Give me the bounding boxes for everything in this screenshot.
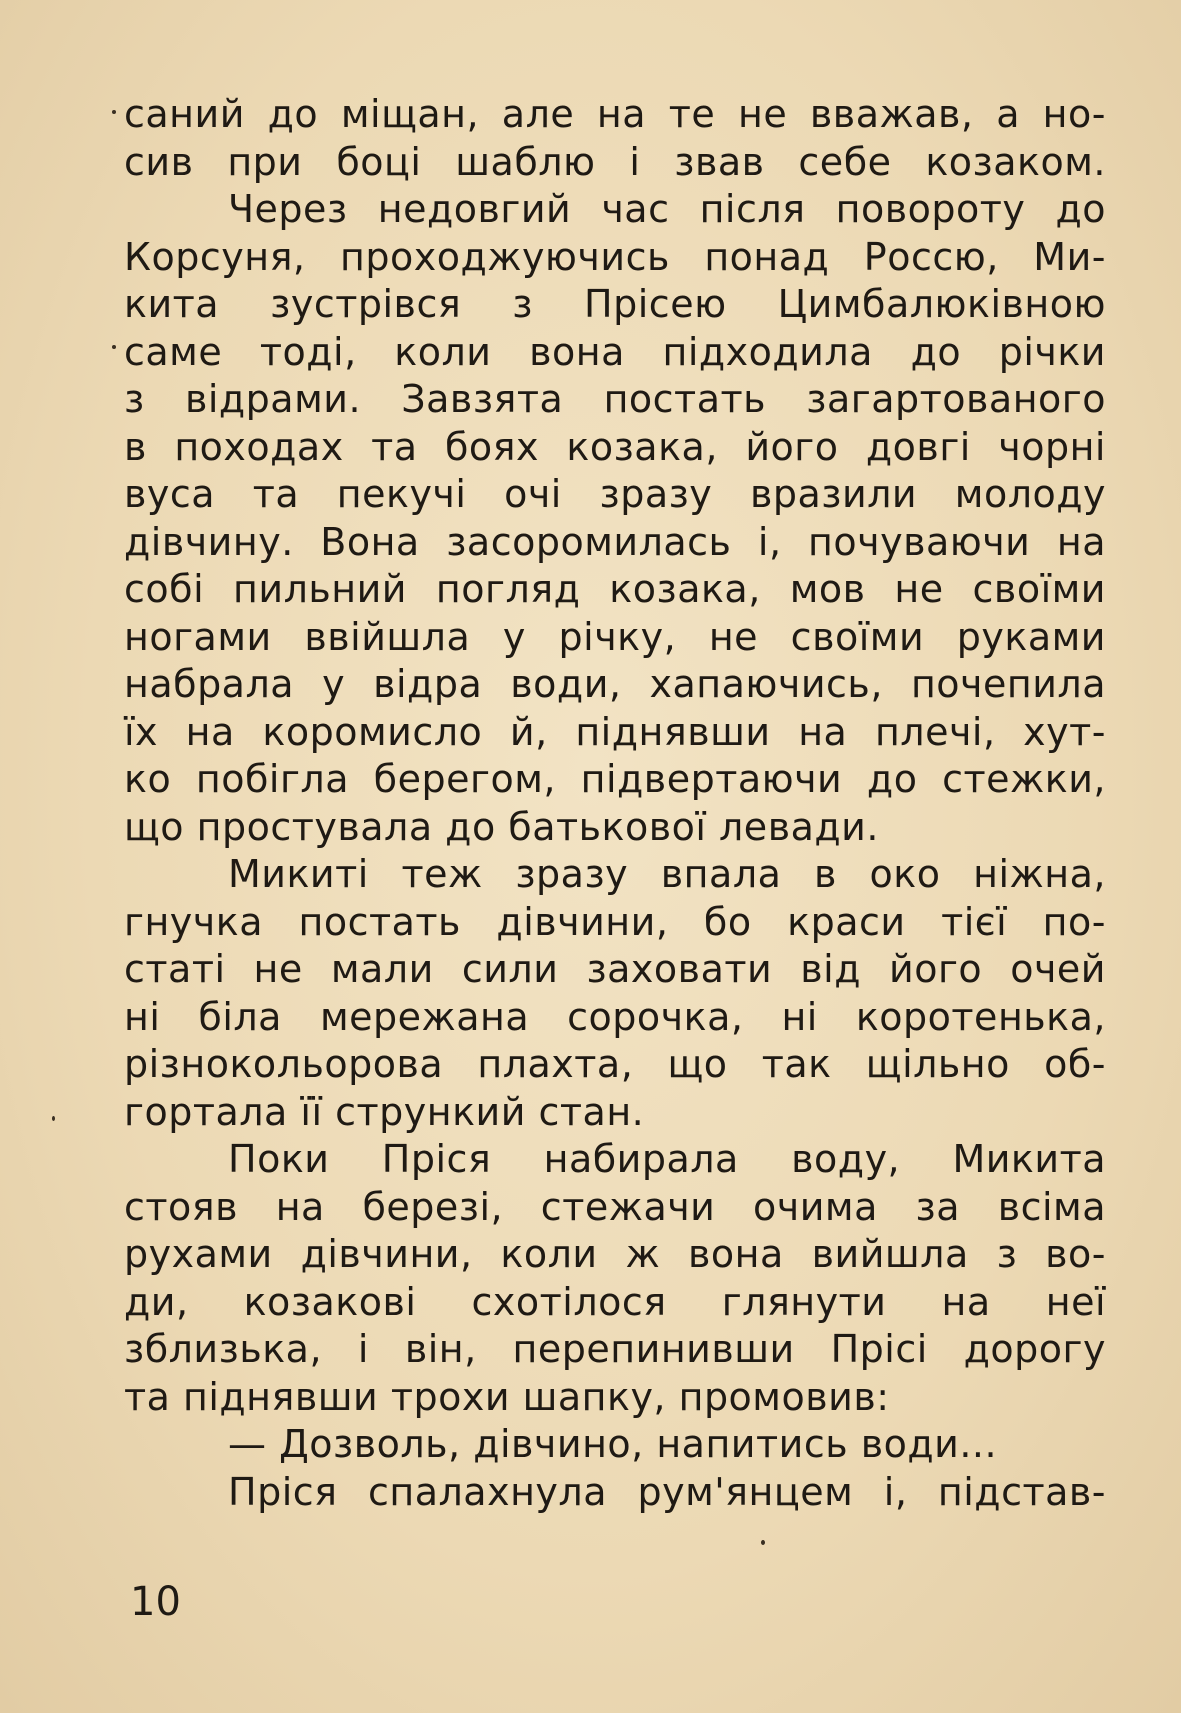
text-line: стояв на березі, стежачи очима за всіма <box>124 1184 1106 1229</box>
text-line: Пріся спалахнула рум'янцем і, підстав- <box>228 1469 1106 1514</box>
page-number: 10 <box>130 1579 181 1625</box>
text-line: статі не мали сили заховати від його очей <box>124 947 1106 991</box>
text-line: — Дозволь, дівчино, напитись води... <box>228 1422 998 1466</box>
text-line: ногами ввійшла у річку, не своїми руками <box>124 614 1106 659</box>
text-line: сив при боці шаблю і звав себе козаком. <box>124 139 1106 184</box>
text-line: дівчину. Вона засоромилась і, почуваючи на <box>124 519 1106 564</box>
print-speck <box>112 110 116 114</box>
text-line: саний до міщан, але на те не вважав, а но- <box>124 92 1106 136</box>
text-line: та піднявши трохи шапку, промовив: <box>124 1374 890 1419</box>
text-line: гнучка постать дівчини, бо краси тієї по- <box>124 899 1106 944</box>
text-line: саме тоді, коли вона підходила до річки <box>124 329 1106 374</box>
text-line: ди, козакові схотілося глянути на неї <box>124 1279 1106 1324</box>
print-speck <box>112 345 116 349</box>
text-line: Поки Пріся набирала воду, Микита <box>228 1137 1106 1181</box>
body-text <box>124 91 1106 1516</box>
text-line: різнокольорова плахта, що так щільно об- <box>124 1042 1106 1086</box>
text-line: що простувала до батькової левади. <box>124 804 879 849</box>
text-line: з відрами. Завзята постать загартованого <box>124 377 1106 421</box>
text-line: Через недовгий час після повороту до <box>228 187 1106 231</box>
text-line: ні біла мережана сорочка, ні коротенька, <box>124 994 1106 1039</box>
text-line: рухами дівчини, коли ж вона вийшла з во- <box>124 1232 1106 1276</box>
print-speck <box>52 1116 55 1121</box>
text-line: їх на коромисло й, піднявши на плечі, хут- <box>124 709 1106 754</box>
text-line: кита зустрівся з Прісею Цимбалюківною <box>124 282 1106 326</box>
text-line: Микиті теж зразу впала в око ніжна, <box>228 852 1106 896</box>
text-line: набрала у відра води, хапаючись, почепила <box>124 662 1106 706</box>
text-line: вуса та пекучі очі зразу вразили молоду <box>124 472 1106 516</box>
text-line: ко побігла берегом, підвертаючи до стежки, <box>124 757 1106 801</box>
text-line: зблизька, і він, перепинивши Прісі дорогу <box>124 1327 1106 1371</box>
text-line: собі пильний погляд козака, мов не своїми <box>124 567 1106 611</box>
text-line: в походах та боях козака, його довгі чорні <box>124 424 1106 469</box>
text-line: Корсуня, проходжуючись понад Россю, Ми- <box>124 234 1106 279</box>
text-line: гортала її стрункий стан. <box>124 1089 645 1134</box>
print-speck <box>761 1540 765 1545</box>
